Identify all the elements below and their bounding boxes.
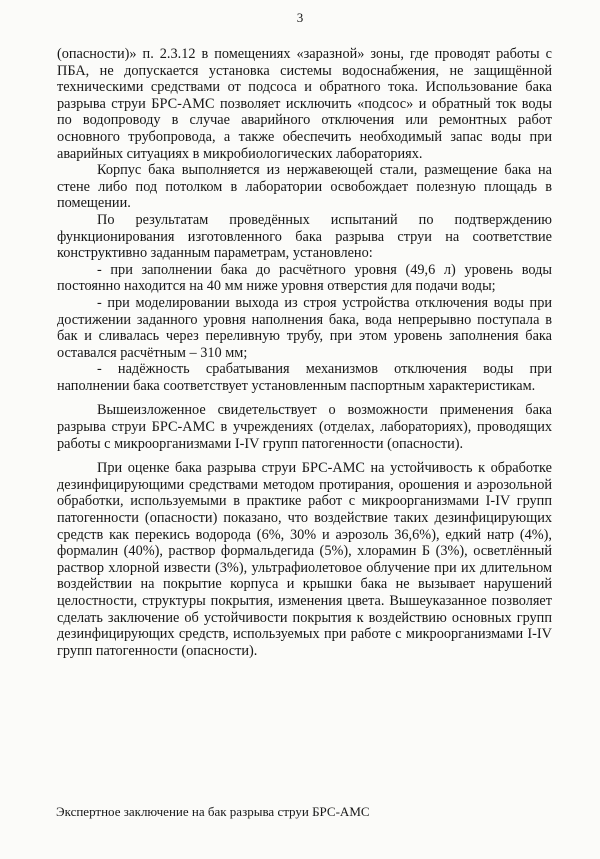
list-item-reliability: - надёжность срабатывания механизмов отключения воды при наполнении бака соответствует установленным паспортным характеристикам.: [57, 361, 552, 394]
paragraph-test-results: По результатам проведённых испытаний по подтверждению функционирования изготовленного бака разрыва струи на соответствие конструктивно заданным параметрам, установлено:: [57, 211, 552, 262]
document-body: [57, 46, 552, 659]
paragraph-disinfection: При оценке бака разрыва струи БРС-АМС на устойчивость к обработке дезинфицирующими средствами методом протирания, орошения и аэрозольной обработки, используемыми в практике работ с микроорганизмами I-IV групп патогенности (опасности) показано, что воздействие таких дезинфицирующих средств как перекись водорода (6%, 30% и аэрозоль 36,6%), едкий натр (4%), формалин (40%), раствор формальдегида (5%), хлорамин Б (3%), осветлённый раствор хлорной извести (3%), ультрафиолетовое облучение при их длительном воздействии на покрытие корпуса и крышки бака не вызывает нарушений целостности, структуры покрытия, изменения цвета. Вышеуказанное позволяет сделать заключение об устойчивости покрытия к воздействию основных групп дезинфицирующих средств, используемых при работе с микроорганизмами I-IV групп патогенности (опасности).: [57, 460, 552, 659]
page-number: 3: [296, 10, 304, 25]
paragraph-tank-body: Корпус бака выполняется из нержавеющей стали, размещение бака на стене либо под потолком в лаборатории освобождает полезную площадь в помещении.: [57, 162, 552, 212]
footer-caption: Экспертное заключение на бак разрыва струи БРС-АМС: [56, 804, 370, 819]
list-item-fill-level: - при заполнении бака до расчётного уровня (49,6 л) уровень воды постоянно находится на 40 мм ниже уровня отверстия для подачи воды;: [57, 261, 552, 295]
list-item-failure-simulation: - при моделировании выхода из строя устройства отключения воды при достижении заданного уровня наполнения бака, вода непрерывно поступала в бак и сливалась через переливную трубу, при этом уровень заполнения бака оставался расчётным – 310 мм;: [57, 294, 552, 361]
paragraph-conclusion: Вышеизложенное свидетельствует о возможности применения бака разрыва струи БРС-АМС в учреждениях (отделах, лабораториях), проводящих работы с микроорганизмами I-IV групп патогенности (опасности).: [57, 402, 552, 452]
paragraph-sanitary-rules: (опасности)» п. 2.3.12 в помещениях «заразной» зоны, где проводят работы с ПБА, не допускается установка системы водоснабжения, не защищённой техническими средствами от подсоса и обратного тока. Использование бака разрыва струи БРС-АМС позволяет исключить «подсос» и обратный ток воды по водопроводу в случае аварийного отключения или ремонтных работ основного трубопровода, а также обеспечить необходимый запас воды при аварийных ситуациях в микробиологических лабораториях.: [57, 46, 552, 162]
